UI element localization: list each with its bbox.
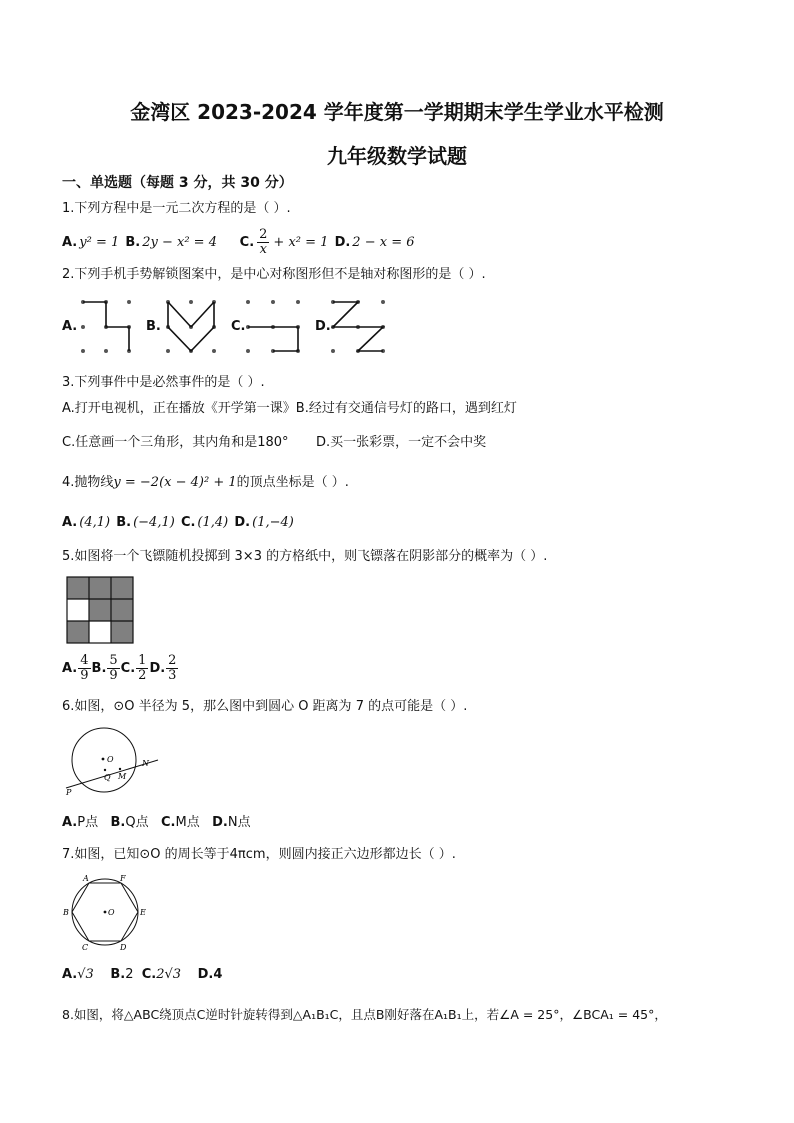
q7-a: √3 (77, 967, 94, 982)
q1-d-label: D. (334, 235, 351, 250)
q7-d-label: D. (197, 967, 214, 982)
q6-c: M点 (175, 815, 200, 830)
q6-options (62, 814, 251, 832)
q1-a-label: A. (62, 235, 78, 250)
q7-label-b: B (63, 908, 69, 917)
q1-d-expr: 2 − x = 6 (352, 235, 415, 250)
q2-unlock-patterns (60, 290, 400, 366)
q5-c-frac (136, 654, 148, 683)
q7-label-e: E (140, 908, 146, 917)
q6-stem: 6.如图，⊙O 半径为 5，那么图中到圆心 O 距离为 7 的点可能是（ ）. (62, 699, 468, 714)
q6-label-m: M (118, 772, 127, 781)
q5-b-frac (107, 654, 119, 683)
q7-b: 2 (125, 967, 134, 982)
q7-hexagon-figure (62, 872, 152, 952)
q6-a: P点 (77, 815, 99, 830)
page-subtitle: 九年级数学试题 (327, 144, 467, 168)
q4-b: (−4,1) (133, 515, 175, 530)
q7-label-o: O (108, 908, 115, 917)
q5-b-den: 9 (109, 668, 118, 683)
q7-label-d: D (120, 943, 127, 952)
q6-d-label: D. (212, 815, 228, 830)
q2-label-d: D. (315, 319, 331, 334)
q2-label-c: C. (231, 319, 246, 334)
q4-stem-pre: 4.抛物线 (62, 475, 114, 490)
q7-label-c: C (82, 943, 89, 952)
q5-b-label: B. (91, 661, 107, 676)
q4-stem (62, 474, 349, 492)
q1-a-expr: y² = 1 (79, 235, 120, 250)
q6-label-o: O (107, 755, 114, 764)
q6-label-p: P (66, 788, 72, 796)
q2-label-a: A. (62, 319, 78, 334)
q1-c-den: x (259, 242, 267, 257)
q4-a: (4,1) (79, 515, 111, 530)
q1-b-expr: 2y − x² = 4 (142, 235, 217, 250)
q2-stem: 2.下列手机手势解锁图案中，是中心对称图形但不是轴对称图形的是（ ）. (62, 267, 486, 282)
q3-option-d: D.买一张彩票，一定不会中奖 (316, 435, 487, 450)
q4-options (62, 514, 296, 532)
q1-b-label: B. (125, 235, 141, 250)
q3-options-ab: A.打开电视机，正在播放《开学第一课》B.经过有交通信号灯的路口，遇到红灯 (62, 401, 517, 416)
q7-c: 2√3 (156, 967, 182, 982)
q4-c: (1,4) (197, 515, 229, 530)
q5-a-frac (78, 654, 90, 683)
q5-b-num: 5 (109, 653, 118, 668)
q5-a-label: A. (62, 661, 78, 676)
q5-stem: 5.如图将一个飞镖随机投掷到 3×3 的方格纸中，则飞镖落在阴影部分的概率为（ ）. (62, 549, 548, 564)
q3-option-c: C.任意画一个三角形，其内角和是180° (62, 435, 289, 450)
q8-stem: 8.如图，将△ABC绕顶点C逆时针旋转得到△A₁B₁C，且点B刚好落在A₁B₁上，若∠A = 25°，∠BCA₁ = 45°， (62, 1007, 667, 1022)
q1-c-fraction (257, 228, 271, 257)
q6-c-label: C. (161, 815, 176, 830)
q5-c-label: C. (120, 661, 136, 676)
q4-stem-post: 的顶点坐标是（ ）. (236, 475, 349, 490)
q4-a-label: A. (62, 515, 78, 530)
q3-stem: 3.下列事件中是必然事件的是（ ）. (62, 375, 265, 390)
q7-a-label: A. (62, 967, 78, 982)
q4-b-label: B. (116, 515, 132, 530)
q6-label-n: N (142, 759, 149, 768)
q7-b-label: B. (110, 967, 126, 982)
q7-stem: 7.如图，已知⊙O 的周长等于4πcm，则圆内接正六边形都边长（ ）. (62, 847, 456, 862)
q7-options (62, 966, 222, 984)
q4-d: (1,−4) (252, 515, 294, 530)
q5-a-num: 4 (80, 653, 89, 668)
q1-options (62, 228, 417, 257)
q5-options (62, 654, 179, 683)
q5-d-num: 2 (168, 653, 177, 668)
q5-d-den: 3 (168, 668, 177, 683)
q6-circle-figure (62, 724, 162, 796)
q4-d-label: D. (234, 515, 251, 530)
q5-a-den: 9 (80, 668, 89, 683)
q1-stem: 1.下列方程中是一元二次方程的是（ ）. (62, 201, 291, 216)
q1-c-label: C. (239, 235, 255, 250)
q5-d-frac (166, 654, 178, 683)
q2-label-b: B. (146, 319, 161, 334)
q1-c-num: 2 (259, 227, 268, 242)
section-heading: 一、单选题（每题 3 分，共 30 分） (62, 175, 293, 191)
q6-d: N点 (227, 815, 251, 830)
q5-grid-figure (66, 576, 136, 646)
q6-b-label: B. (110, 815, 126, 830)
q7-c-label: C. (141, 967, 157, 982)
q6-a-label: A. (62, 815, 78, 830)
q5-c-den: 2 (138, 668, 147, 683)
q6-label-q: Q (104, 773, 111, 782)
q1-c-rest: + x² = 1 (273, 235, 329, 250)
q6-b: Q点 (125, 815, 149, 830)
q4-stem-expr: y = −2(x − 4)² + 1 (113, 475, 237, 490)
q4-c-label: C. (180, 515, 196, 530)
q5-c-num: 1 (138, 653, 147, 668)
q7-label-a: A (83, 874, 89, 883)
q7-d: 4 (213, 967, 223, 982)
q7-label-f: F (120, 874, 126, 883)
page-title: 金湾区 2023-2024 学年度第一学期期末学生学业水平检测 (130, 100, 664, 124)
q5-d-label: D. (149, 661, 166, 676)
